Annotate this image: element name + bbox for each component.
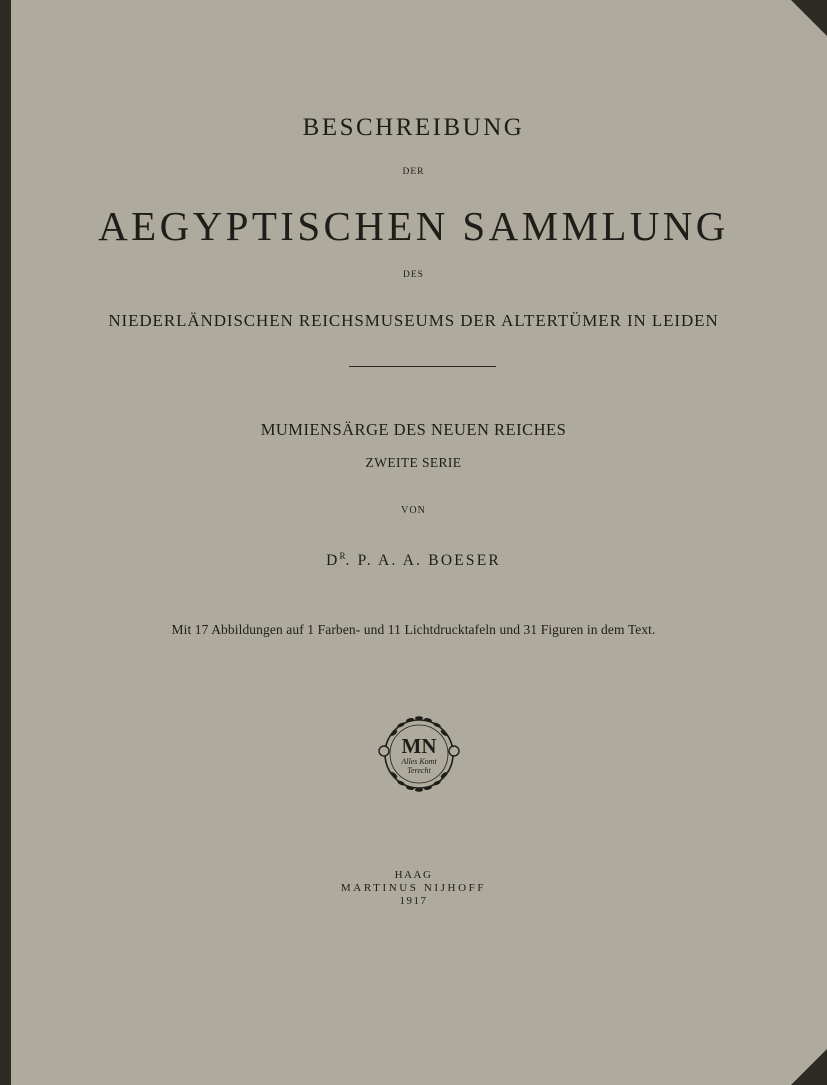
main-title: AEGYPTISCHEN SAMMLUNG	[98, 203, 729, 249]
institution-title: NIEDERLÄNDISCHEN REICHSMUSEUMS DER ALTERTÜMER IN LEIDEN	[108, 311, 719, 330]
title-line-2: DER	[402, 167, 425, 177]
author-name: . P. A. A. BOESER	[345, 552, 501, 569]
imprint-city: HAAG	[394, 869, 433, 881]
imprint-publisher: MARTINUS NIJHOFF	[340, 882, 487, 894]
page-corner-bottom-right	[791, 1049, 827, 1085]
illustrations-note: Mit 17 Abbildungen auf 1 Farben- und 11 Lichtdrucktafeln und 31 Figuren in dem Text.	[171, 622, 656, 637]
subtitle-line-2: ZWEITE SERIE	[365, 455, 462, 470]
imprint-year: 1917	[399, 895, 428, 907]
divider-rule	[349, 366, 496, 367]
title-line-1: BESCHREIBUNG	[302, 114, 525, 141]
publisher-motto-1: Alles Komt	[401, 757, 437, 766]
author-prefix-sup: R	[339, 551, 346, 561]
page-corner-top-right	[791, 0, 827, 36]
author-by: VON	[401, 505, 426, 516]
publisher-mark-logo	[376, 711, 462, 797]
publisher-motto-2: Terecht	[407, 766, 431, 775]
subtitle-line-1: MUMIENSÄRGE DES NEUEN REICHES	[260, 420, 567, 439]
publisher-monogram: MN	[401, 734, 437, 758]
title-page	[11, 0, 827, 1085]
title-line-4: DES	[403, 270, 424, 280]
author-line	[0, 551, 827, 570]
author-prefix: D	[326, 552, 340, 569]
